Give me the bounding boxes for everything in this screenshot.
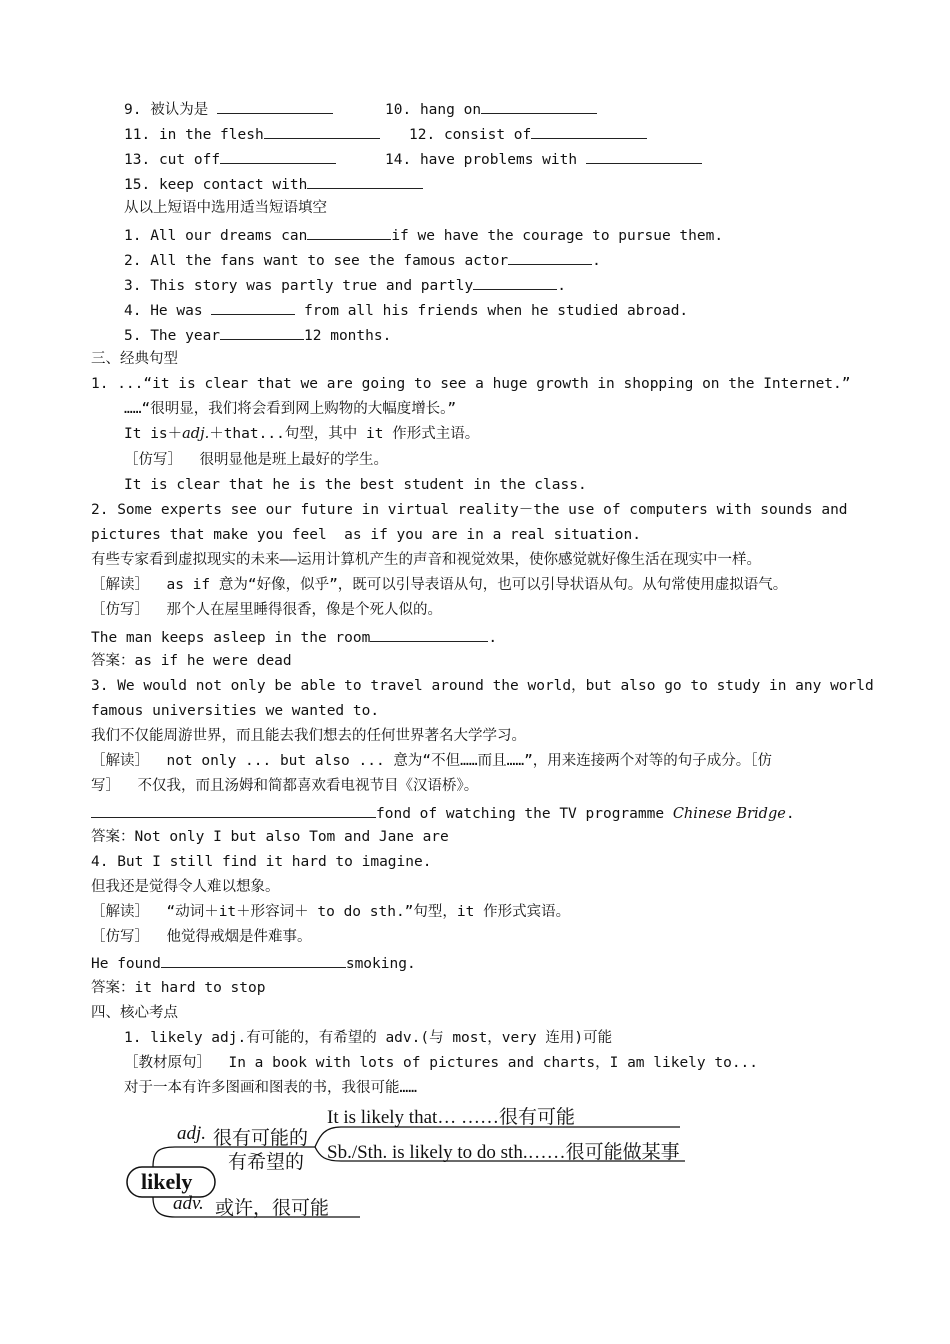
sentence-2-imitate: ［仿写］ 那个人在屋里睡得很香，像是个死人似的。 bbox=[91, 602, 442, 618]
sentence-2-en-2: pictures that make you feel as if you are in a real situation. bbox=[91, 527, 641, 543]
sentence-2-en-1: 2. Some experts see our future in virtual reality－the use of computers with sounds and bbox=[91, 502, 848, 518]
sentence-1-en: 1. ...“it is clear that we are going to see a huge growth in shopping on the Internet.” bbox=[91, 376, 851, 392]
sentence-4-answer: 答案：it hard to stop bbox=[91, 980, 266, 996]
sentence-2-zh: 有些专家看到虚拟现实的未来——运用计算机产生的声音和视觉效果，使你感觉就好像生活在现实中一样。 bbox=[91, 552, 761, 568]
phrase-14: 14. have problems with bbox=[385, 148, 702, 170]
sentence-3-fill: fond of watching the TV programme Chinese Bridge. bbox=[91, 802, 795, 824]
mind-map-branch-1: It is likely that… ……很有可能 bbox=[327, 1107, 576, 1128]
mind-map-adj-label: adj. bbox=[177, 1123, 207, 1144]
phrase-11: 11. in the flesh bbox=[124, 123, 380, 145]
likely-mind-map bbox=[115, 1095, 735, 1225]
sentence-2-fill: The man keeps asleep in the room . bbox=[91, 626, 497, 648]
sentence-1-imitate: ［仿写］ 很明显他是班上最好的学生。 bbox=[124, 452, 388, 468]
fill-item-1: 1. All our dreams can if we have the courage to pursue them. bbox=[124, 224, 723, 246]
sentence-4-zh: 但我还是觉得令人难以想象。 bbox=[91, 879, 280, 895]
sentence-4-en: 4. But I still find it hard to imagine. bbox=[91, 854, 432, 870]
phrase-15: 15. keep contact with bbox=[124, 173, 423, 195]
phrase-10: 10. hang on bbox=[385, 98, 597, 120]
fill-item-3: 3. This story was partly true and partly . bbox=[124, 274, 566, 296]
mind-map-adj-meaning-2: 有希望的 bbox=[228, 1151, 305, 1173]
mind-map-branch-2: Sb./Sth. is likely to do sth.……很可能做某事 bbox=[327, 1142, 680, 1163]
sentence-3-answer: 答案：Not only I but also Tom and Jane are bbox=[91, 829, 449, 845]
fill-item-2: 2. All the fans want to see the famous actor . bbox=[124, 249, 601, 271]
fill-intro: 从以上短语中选用适当短语填空 bbox=[124, 200, 327, 216]
fill-item-4: 4. He was from all his friends when he studied abroad. bbox=[124, 299, 688, 321]
sentence-1-note: It is＋adj.＋that...句型，其中 it 作形式主语。 bbox=[124, 426, 480, 442]
sentence-3-en-2: famous universities we wanted to. bbox=[91, 703, 380, 719]
phrase-9: 9. 被认为是 bbox=[124, 98, 333, 120]
sentence-4-explain: ［解读］ “动词＋it＋形容词＋ to do sth.”句型，it 作形式宾语。 bbox=[91, 904, 571, 920]
keypoint-1-zh: 对于一本有许多图画和图表的书，我很可能…… bbox=[124, 1080, 417, 1096]
section-title-4: 四、核心考点 bbox=[91, 1005, 178, 1021]
mind-map-adj-meaning-1: 很有可能的 bbox=[213, 1127, 309, 1149]
sentence-3-explain-2: 写］ 不仅我，而且汤姆和简都喜欢看电视节目《汉语桥》。 bbox=[91, 778, 479, 794]
keypoint-1-source: ［教材原句］ In a book with lots of pictures and charts，I am likely to... bbox=[124, 1055, 759, 1071]
mind-map-adv-label: adv. bbox=[173, 1193, 204, 1214]
sentence-2-explain: ［解读］ as if 意为“好像，似乎”，既可以引导表语从句，也可以引导状语从句。从句常使用虚拟语气。 bbox=[91, 577, 788, 593]
keypoint-1-title: 1. likely adj.有可能的，有希望的 adv.(与 most，very 连用)可能 bbox=[124, 1030, 613, 1046]
sentence-3-zh: 我们不仅能周游世界，而且能去我们想去的任何世界著名大学学习。 bbox=[91, 728, 526, 744]
sentence-1-answer: It is clear that he is the best student in the class. bbox=[124, 477, 587, 493]
sentence-3-en-1: 3. We would not only be able to travel around the world，but also go to study in any world bbox=[91, 678, 874, 694]
sentence-1-zh: ……“很明显，我们将会看到网上购物的大幅度增长。” bbox=[124, 401, 457, 417]
phrase-12: 12. consist of bbox=[409, 123, 647, 145]
sentence-3-explain-1: ［解读］ not only ... but also ... 意为“不但……而且……”，用来连接两个对等的句子成分。［仿 bbox=[91, 753, 773, 769]
sentence-2-answer: 答案：as if he were dead bbox=[91, 653, 292, 669]
mind-map-center: likely bbox=[141, 1169, 193, 1194]
mind-map-adv-meaning: 或许，很可能 bbox=[215, 1197, 330, 1219]
sentence-4-fill: He found smoking. bbox=[91, 952, 416, 974]
sentence-4-imitate: ［仿写］ 他觉得戒烟是件难事。 bbox=[91, 929, 312, 945]
section-title-3: 三、经典句型 bbox=[91, 351, 178, 367]
phrase-13: 13. cut off bbox=[124, 148, 336, 170]
fill-item-5: 5. The year 12 months. bbox=[124, 324, 391, 346]
